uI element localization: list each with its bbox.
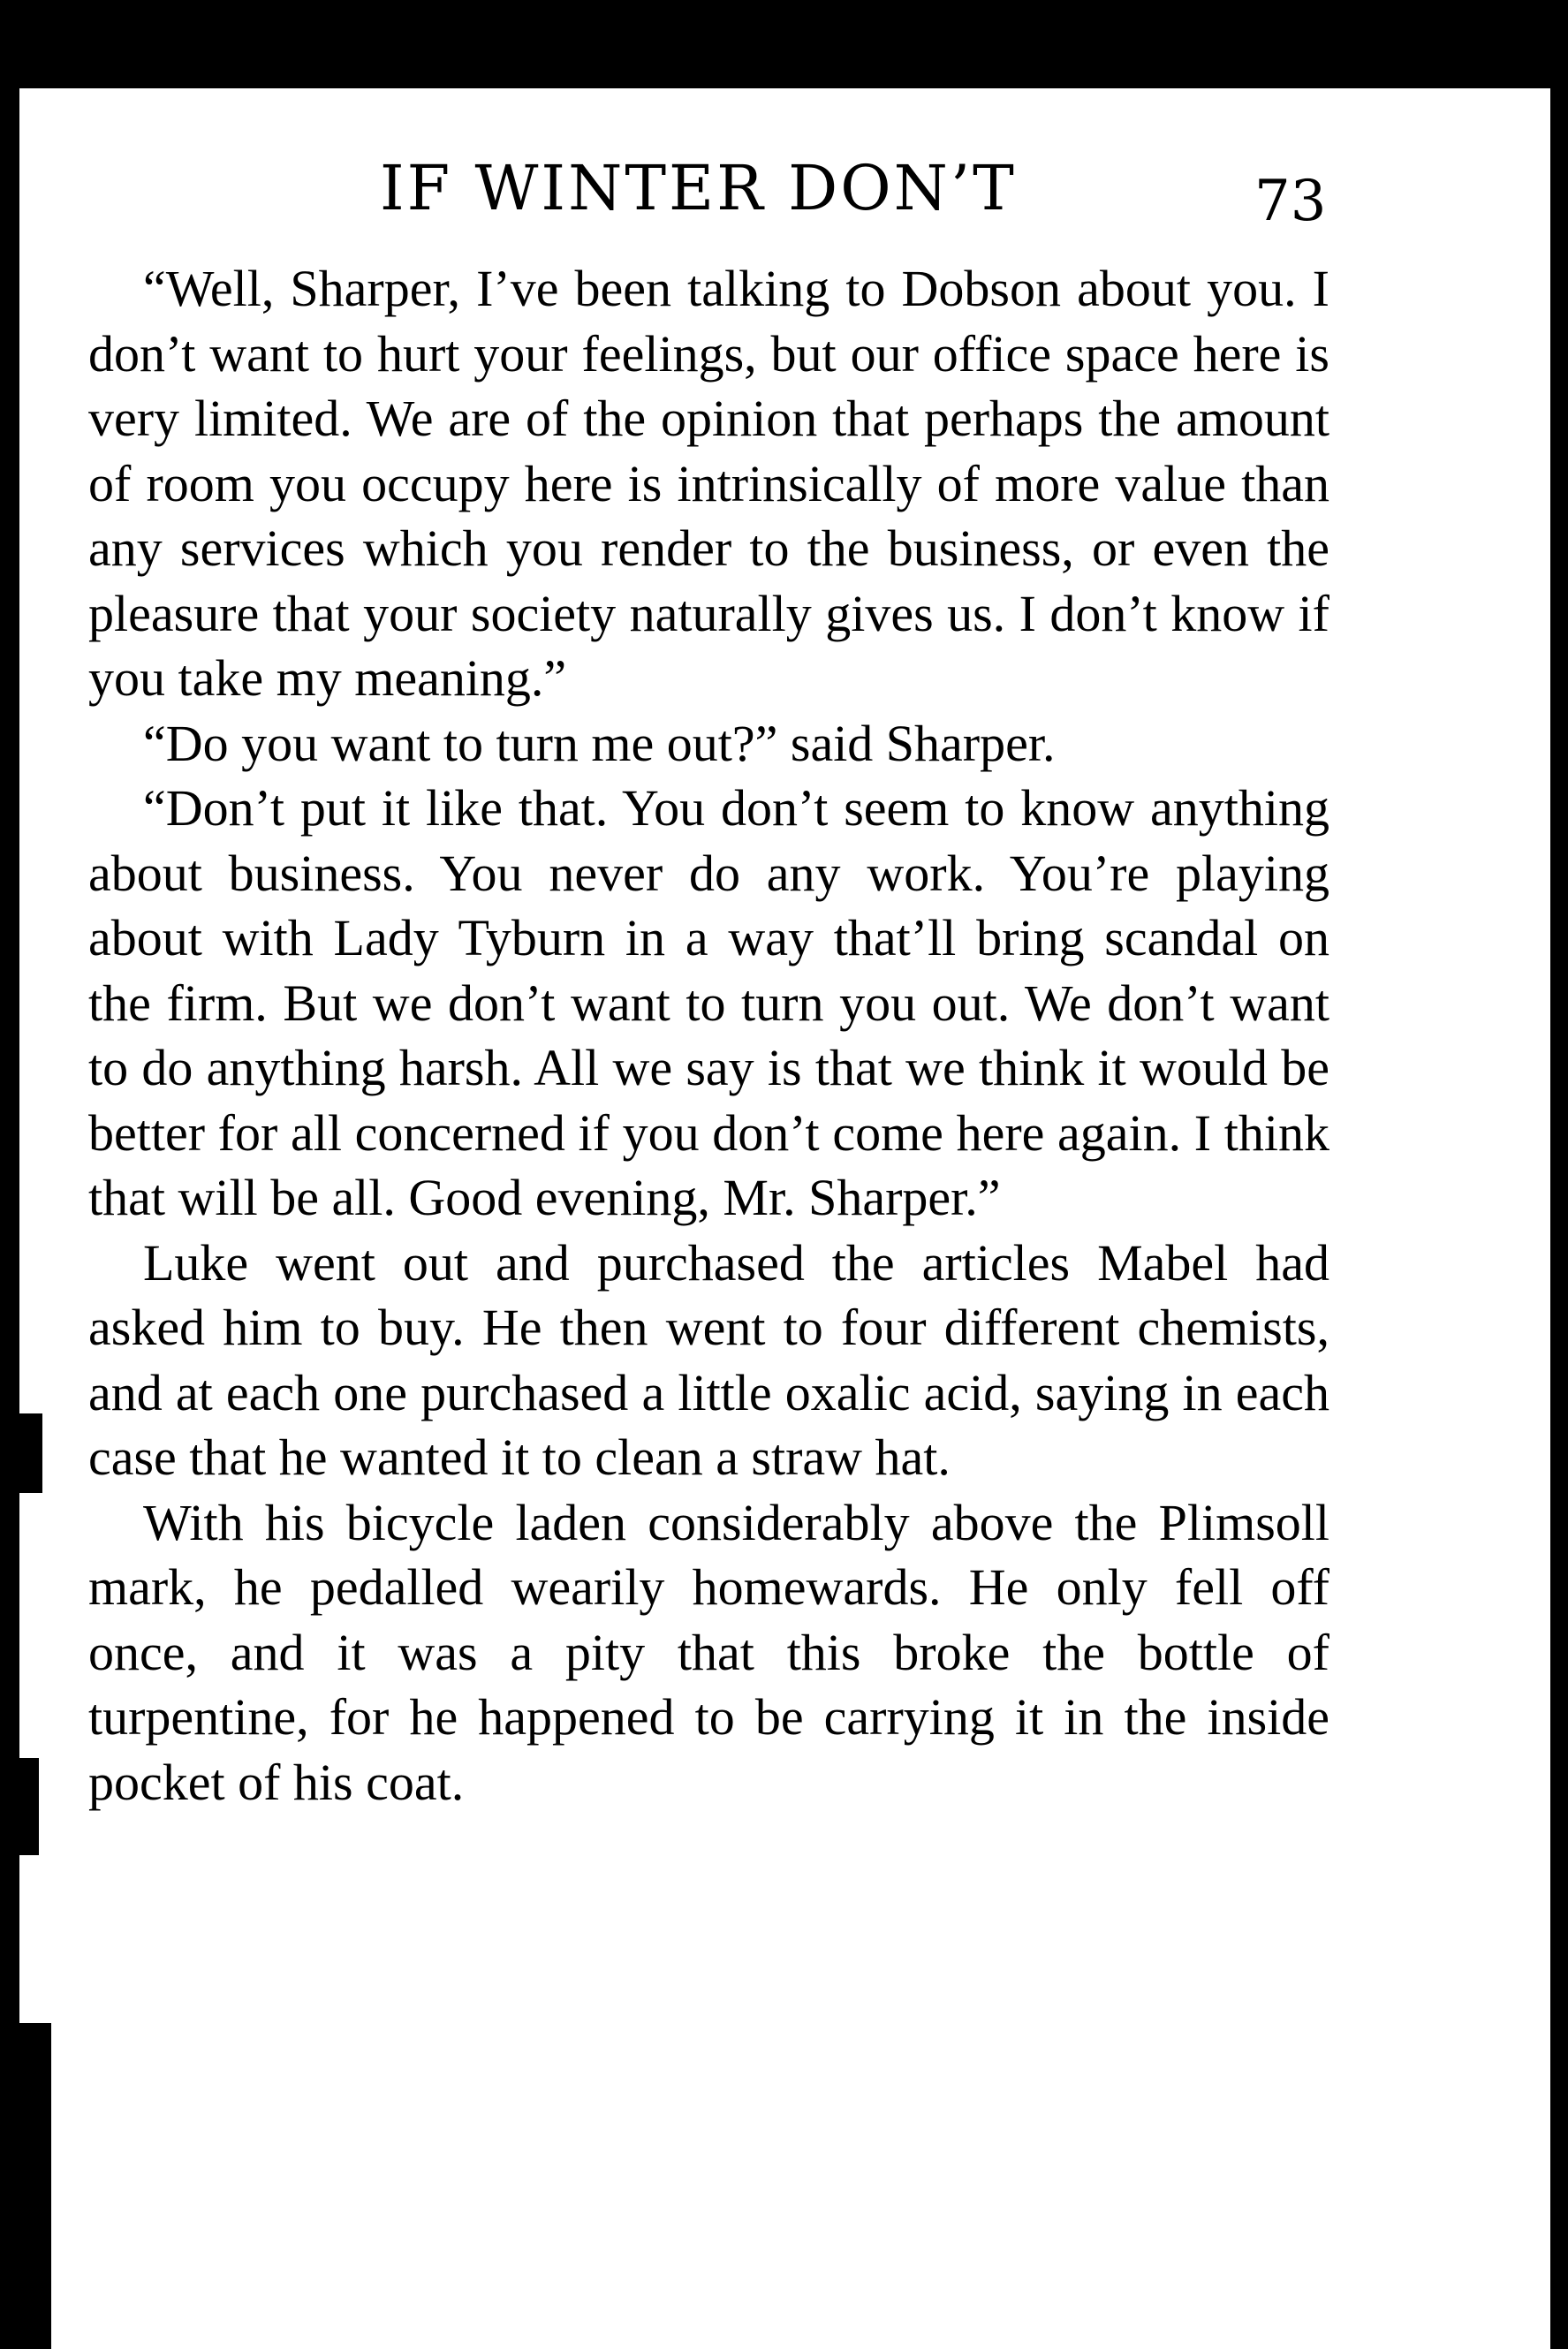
scan-mark-left-1	[19, 1413, 42, 1493]
paragraph: “Well, Sharper, I’ve been talking to Dobson about you. I don’t want to hurt your feelings, but our office space here is very limited. We are of the opinion that perhaps the amount of room you occupy here is intrinsically of more value than any services which you render to the business, or even the pleasure that your society naturally gives us. I don’t know if you take my meaning.”	[88, 260, 1329, 707]
body-text	[88, 256, 1329, 1815]
scan-border-left	[0, 265, 19, 2349]
scan-mark-left-3	[19, 2023, 51, 2349]
page-number: 73	[1254, 169, 1327, 234]
running-title: IF WINTER DON’T	[380, 152, 1017, 224]
scan-border-right	[1550, 186, 1568, 2349]
scan-border-top	[0, 0, 1568, 88]
paragraph: “Do you want to turn me out?” said Sharper.	[143, 714, 1056, 772]
scan-page-edge	[371, 88, 1228, 124]
paragraph: With his bicycle laden considerably above the Plimsoll mark, he pedalled wearily homewards. He only fell off once, and it was a pity that this broke the bottle of turpentine, for he happened to be carrying it in the inside pocket of his coat.	[88, 1493, 1329, 1811]
paragraph: “Don’t put it like that. You don’t seem to know anything about business. You never do any work. You’re playing about with Lady Tyburn in a way that’ll bring scandal on the firm. But we don’t want to turn you out. We don’t want to do anything harsh. All we say is that we think it would be better for all concerned if you don’t come here again. I think that will be all. Good evening, Mr. Sharper.”	[88, 779, 1329, 1226]
paragraph: Luke went out and purchased the articles Mabel had asked him to buy. He then went to four different chemists, and at each one purchased a little oxalic acid, saying in each case that he wanted it to clean a straw hat.	[88, 1233, 1329, 1486]
scan-mark-left-2	[19, 1758, 39, 1855]
